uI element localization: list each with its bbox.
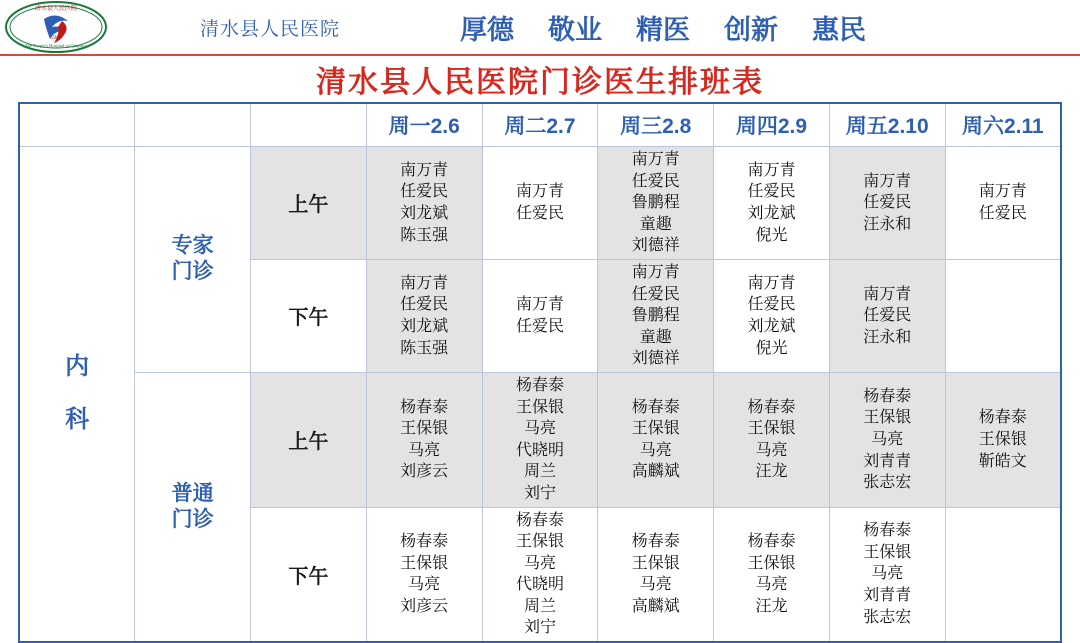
doctor-name: 倪光 [755,226,788,244]
doctor-name: 王保银 [747,554,796,572]
doctor-name: 杨春泰 [863,522,912,540]
doctor-name: 杨春泰 [400,398,449,416]
period-cell-afternoon-expert: 下午 [251,259,367,372]
cell-general-morning-thu [714,372,830,507]
header-corner-department [19,103,135,147]
doctor-name: 南万青 [863,172,912,190]
doctor-name: 南万青 [747,161,796,179]
doctor-name: 王保银 [631,420,680,438]
doctor-name: 刘龙斌 [747,204,796,222]
doctor-name: 鲁鹏程 [631,307,680,325]
period-cell-afternoon-general: 下午 [251,507,367,642]
department-char-2: 科 [65,406,90,434]
doctor-name: 南万青 [515,183,564,201]
doctor-name: 刘宁 [523,484,556,502]
doctor-name: 马亮 [639,576,672,594]
doctor-name: 任爱民 [631,172,680,190]
svg-text:The People's Hospital of Qings: The People's Hospital of Qingshui [25,43,87,48]
slogan-word-2: 敬业 [548,14,603,45]
doctor-name: 杨春泰 [400,533,449,551]
doctor-name: 马亮 [523,420,556,438]
doctor-name: 王保银 [631,554,680,572]
doctor-name: 马亮 [639,441,672,459]
doctor-name: 王保银 [515,398,564,416]
page-header [0,0,1080,56]
doctor-name: 任爱民 [515,204,564,222]
header-corner-period [251,103,367,147]
page-title: 清水县人民医院门诊医生排班表 [316,66,764,99]
schedule-table-body [19,147,1061,643]
slogan-word-5: 惠民 [812,14,867,45]
department-label-wrap [20,341,134,447]
doctor-name: 刘青青 [863,587,912,605]
doctor-name: 周兰 [523,463,556,481]
clinic-label-line1: 专家 [171,234,214,258]
doctor-name: 任爱民 [863,194,912,212]
schedule-table [18,102,1062,643]
doctor-name: 代晓明 [515,441,564,459]
doctor-name: 汪永和 [863,215,912,233]
table-header-row [19,103,1061,147]
doctor-name: 王保银 [978,430,1027,448]
table-row [19,372,1061,507]
doctor-name: 陈玉强 [400,339,449,357]
slogan-group [460,8,866,47]
doctor-name: 杨春泰 [515,376,564,394]
title-bar [0,56,1080,102]
cell-expert-morning-wed [598,147,714,260]
department-cell [19,147,135,643]
cell-expert-morning-fri [829,147,945,260]
doctor-name: 杨春泰 [863,387,912,405]
cell-general-morning-fri [829,372,945,507]
doctor-name: 童趣 [639,328,672,346]
clinic-cell-expert [135,147,251,373]
department-char-1: 内 [65,353,90,381]
doctor-name: 王保银 [747,420,796,438]
clinic-cell-general [135,372,251,642]
cell-expert-afternoon-wed [598,259,714,372]
doctor-name: 南万青 [863,285,912,303]
doctor-name: 汪龙 [755,597,788,615]
doctor-name: 南万青 [978,183,1027,201]
period-cell-morning-general: 上午 [251,372,367,507]
column-header-wed: 周三2.8 [598,103,714,147]
doctor-name: 刘龙斌 [400,204,449,222]
doctor-name: 刘彦云 [400,597,449,615]
table-row [19,147,1061,260]
doctor-name: 马亮 [408,576,441,594]
doctor-name: 杨春泰 [631,398,680,416]
doctor-name: 任爱民 [631,285,680,303]
schedule-table-wrap [0,102,1080,643]
doctor-name: 任爱民 [747,296,796,314]
doctor-name: 周兰 [523,597,556,615]
column-header-tue: 周二2.7 [482,103,598,147]
cell-expert-afternoon-thu [714,259,830,372]
cell-expert-morning-mon [366,147,482,260]
doctor-name: 任爱民 [400,296,449,314]
cell-expert-morning-thu [714,147,830,260]
clinic-label-line1: 普通 [171,481,214,505]
doctor-name: 高麟斌 [631,463,680,481]
doctor-name: 任爱民 [978,204,1027,222]
cell-expert-morning-sat [945,147,1061,260]
period-cell-morning-expert: 上午 [251,147,367,260]
doctor-name: 汪龙 [755,463,788,481]
doctor-name: 马亮 [523,554,556,572]
doctor-name: 任爱民 [747,183,796,201]
column-header-mon: 周一2.6 [366,103,482,147]
doctor-name: 刘青青 [863,452,912,470]
doctor-name: 马亮 [871,565,904,583]
svg-text:1947: 1947 [50,35,62,41]
cell-expert-afternoon-fri [829,259,945,372]
doctor-name: 杨春泰 [515,511,564,529]
doctor-name: 杨春泰 [631,533,680,551]
cell-general-morning-sat [945,372,1061,507]
doctor-name: 张志宏 [863,474,912,492]
header-corner-clinic [135,103,251,147]
doctor-name: 南万青 [631,151,680,168]
doctor-name: 靳皓文 [978,452,1027,470]
doctor-name: 高麟斌 [631,597,680,615]
doctor-name: 童趣 [639,215,672,233]
cell-expert-morning-tue [482,147,598,260]
doctor-name: 王保银 [863,543,912,561]
doctor-name: 王保银 [400,554,449,572]
hospital-logo-icon [0,0,112,54]
doctor-name: 杨春泰 [747,398,796,416]
cell-general-morning-mon [366,372,482,507]
doctor-name: 倪光 [755,339,788,357]
doctor-name: 刘德祥 [631,350,680,368]
doctor-name: 马亮 [755,576,788,594]
cell-expert-afternoon-sat [945,259,1061,372]
doctor-name: 鲁鹏程 [631,194,680,212]
doctor-name: 刘宁 [523,619,556,637]
doctor-name: 刘德祥 [631,237,680,255]
column-header-fri: 周五2.10 [829,103,945,147]
column-header-sat: 周六2.11 [945,103,1061,147]
doctor-name: 南万青 [400,161,449,179]
clinic-label-line2: 门诊 [171,508,214,531]
doctor-name: 张志宏 [863,608,912,626]
doctor-name: 马亮 [755,441,788,459]
doctor-name: 任爱民 [515,317,564,335]
doctor-name: 刘龙斌 [400,317,449,335]
doctor-name: 杨春泰 [978,409,1027,427]
doctor-name: 南万青 [515,296,564,314]
doctor-name: 王保银 [515,533,564,551]
doctor-name: 杨春泰 [747,533,796,551]
slogan-word-1: 厚德 [460,14,515,45]
doctor-name: 任爱民 [400,183,449,201]
doctor-name: 南万青 [400,274,449,292]
doctor-name: 刘龙斌 [747,317,796,335]
slogan-word-3: 精医 [636,14,691,45]
doctor-name: 刘彦云 [400,463,449,481]
cell-expert-afternoon-mon [366,259,482,372]
clinic-label-line2: 门诊 [171,260,214,284]
doctor-name: 马亮 [408,441,441,459]
cell-expert-afternoon-tue [482,259,598,372]
slogan-word-4: 创新 [724,14,779,45]
cell-general-morning-tue [482,372,598,507]
doctor-name: 王保银 [863,409,912,427]
svg-text:清水县人民医院: 清水县人民医院 [34,6,78,12]
hospital-name: 清水县人民医院 [200,18,341,40]
cell-general-morning-wed [598,372,714,507]
doctor-name: 马亮 [871,430,904,448]
doctor-name: 任爱民 [863,307,912,325]
doctor-name: 王保银 [400,420,449,438]
doctor-name: 代晓明 [515,576,564,594]
doctor-name: 南万青 [747,274,796,292]
doctor-name: 汪永和 [863,328,912,346]
doctor-name: 南万青 [631,263,680,281]
column-header-thu: 周四2.9 [714,103,830,147]
doctor-name: 陈玉强 [400,226,449,244]
